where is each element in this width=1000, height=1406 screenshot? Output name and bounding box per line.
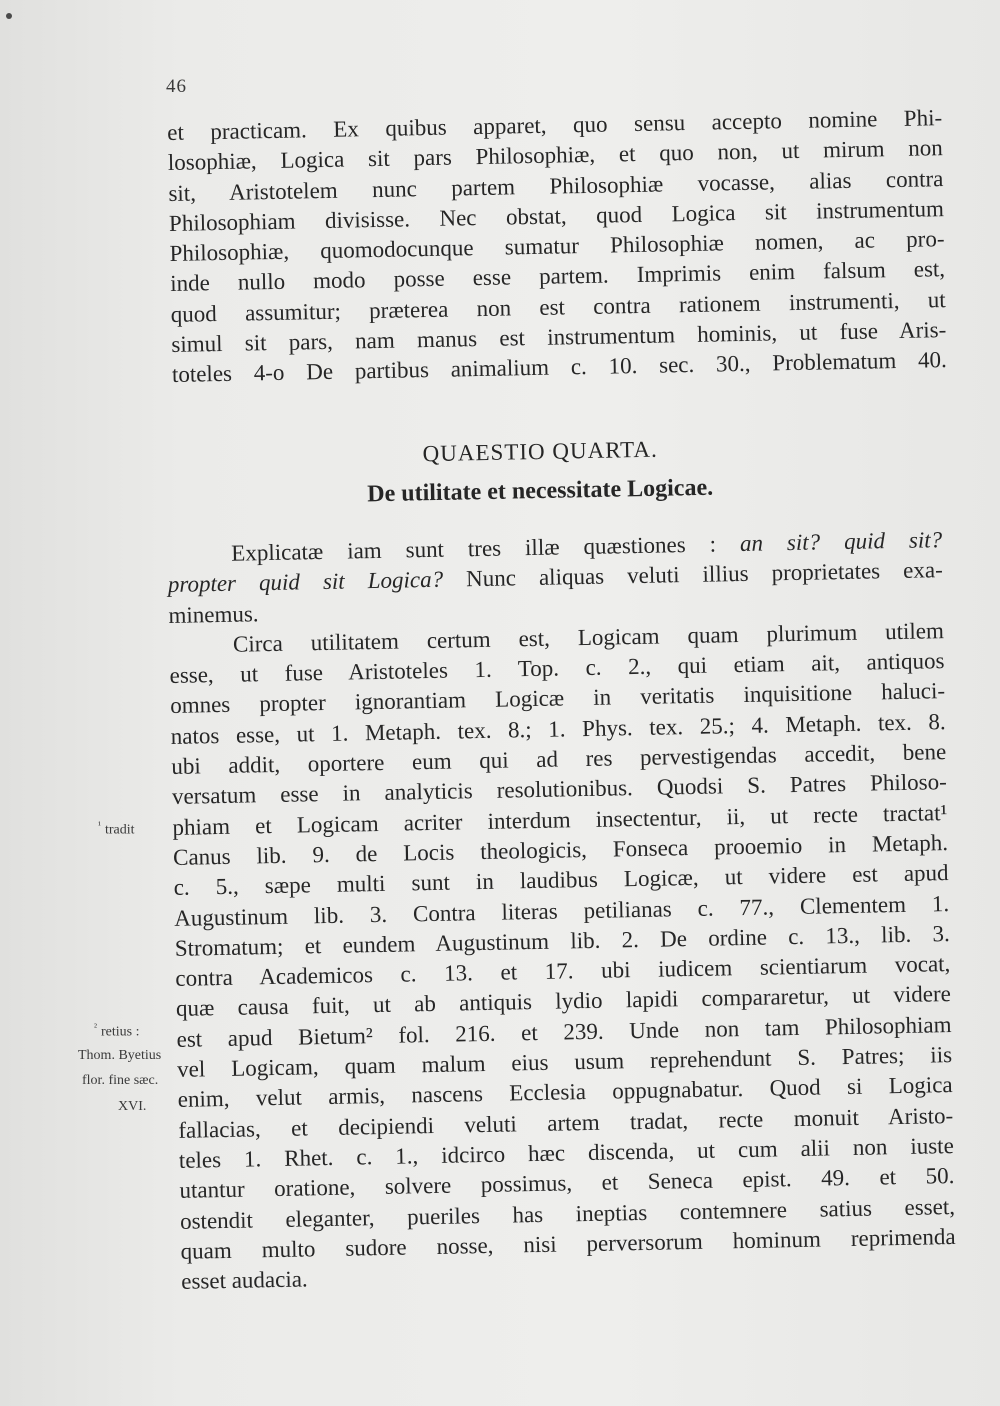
text-line: simul sit pars, nam manus est instrumentum hominis, ut fuse Aris- bbox=[171, 317, 947, 358]
italic-questions: an sit? quid sit? bbox=[739, 527, 943, 556]
ink-speck bbox=[6, 13, 12, 19]
text-line: fallacias, et decipiendi veluti artem tradat, recte monuit Aristo- bbox=[178, 1102, 954, 1143]
text-span: Explicatæ iam sunt tres illæ quæstiones : bbox=[231, 531, 741, 566]
margin-note-text: retius : bbox=[101, 1024, 140, 1040]
text-line: est apud Bietum² fol. 216. et 239. Unde non tam Philosophiam bbox=[176, 1011, 952, 1052]
text-line: Augustinum lib. 3. Contra literas petilianas c. 77., Clementem 1. bbox=[174, 890, 950, 931]
text-line: Philosophiam divisisse. Nec obstat, quod Logica sit instrumentum bbox=[168, 195, 945, 236]
text-line: vel Logicam, quam malum eius usum reprehendunt S. Patres; iis bbox=[176, 1042, 953, 1082]
text-line: teles 1. Rhet. c. 1., idcirco hæc discenda, ut cum alii non iuste bbox=[178, 1132, 955, 1173]
margin-note-line: XVI. bbox=[118, 1099, 147, 1114]
text-line: contra Academicos c. 13. et 17. ubi iudicem scientiarum vocat, bbox=[175, 951, 951, 992]
text-line: Canus lib. 9. de Locis theologicis, Fonseca prooemio in Metaph. bbox=[172, 830, 949, 870]
text-line: quod assumitur; præterea non est contra rationem instrumenti, ut bbox=[170, 286, 946, 327]
text-line: omnes propter ignorantiam Logicæ in veritatis inquisitione haluci- bbox=[169, 678, 946, 719]
margin-note-line: flor. fine sæc. bbox=[82, 1073, 159, 1088]
text-line: Stromatum; et eundem Augustinum lib. 2. De ordine c. 13., lib. 3. bbox=[174, 920, 950, 961]
margin-note-text: tradit bbox=[105, 822, 135, 838]
margin-note-line: Thom. Byetius bbox=[78, 1048, 162, 1063]
text-line: ostendit eleganter, pueriles has ineptias contemnere satius esset, bbox=[179, 1193, 956, 1234]
paragraph-continued bbox=[167, 103, 947, 390]
text-line: enim, velut armis, nascens Ecclesia oppugnabatur. Quod si Logica bbox=[177, 1072, 953, 1113]
footnote-mark: ¹ bbox=[98, 820, 101, 831]
paragraph-intro bbox=[167, 525, 956, 1297]
text-line: quæ causa fuit, ut ab antiquis lydio lapidi compararetur, ut videre bbox=[175, 981, 952, 1022]
text-line: utantur oratione, solvere possimus, et Seneca epist. 49. et 50. bbox=[179, 1163, 955, 1204]
margin-note-tradit bbox=[98, 820, 135, 839]
text-line: Circa utilitatem certum est, Logicam quam plurimum utilem bbox=[232, 617, 945, 657]
text-line: quam multo sudore nosse, nisi perversorum hominum reprimenda bbox=[180, 1223, 956, 1264]
text-line: versatum esse in analyticis resolutionibus. Quodsi S. Patres Philoso- bbox=[171, 769, 948, 810]
text-line: natos esse, ut 1. Metaph. tex. 8.; 1. Phys. tex. 25.; 4. Metaph. tex. 8. bbox=[170, 708, 946, 749]
text-line: ubi addit, oportere eum qui ad res pervestigendas accedit, bene bbox=[171, 739, 947, 780]
text-line: esse, ut fuse Aristoteles 1. Top. c. 2., qui etiam ait, antiquos bbox=[169, 648, 945, 689]
text-span: Nunc aliquas veluti illius proprietates exa- bbox=[442, 557, 943, 593]
text-line: c. 5., sæpe multi sunt in laudibus Logicæ, ut videre est apud bbox=[173, 860, 949, 901]
margin-note-retius bbox=[94, 1022, 140, 1041]
section-subtitle: De utilitate et necessitate Logicae. bbox=[367, 474, 714, 508]
text-line: Philosophiæ, quomodocunque sumatur Philosophiæ nomen, ac pro- bbox=[169, 226, 945, 267]
text-line: phiam et Logicam acriter interdum insectentur, ii, ut recte tractat¹ bbox=[172, 799, 948, 840]
footnote-mark: ² bbox=[94, 1022, 97, 1033]
text-line: sit, Aristotelem nunc partem Philosophiæ vocasse, alias contra bbox=[168, 165, 944, 206]
text-line: inde nullo modo posse esse partem. Imprimis enim falsum est, bbox=[169, 256, 946, 297]
text-line: toteles 4-o De partibus animalium c. 10. sec. 30., Problematum 40. bbox=[171, 347, 948, 388]
italic-question: propter quid sit Logica? bbox=[167, 567, 444, 598]
section-title: QUAESTIO QUARTA. bbox=[422, 436, 658, 467]
text-line: losophiæ, Logica sit pars Philosophiæ, et quo non, ut mirum non bbox=[167, 135, 943, 176]
text-line: esset audacia. bbox=[180, 1266, 308, 1294]
page-number: 46 bbox=[166, 76, 187, 97]
text-line: et practicam. Ex quibus apparet, quo sensu accepto nomine Phi- bbox=[167, 105, 943, 145]
text-line: minemus. bbox=[168, 600, 259, 628]
